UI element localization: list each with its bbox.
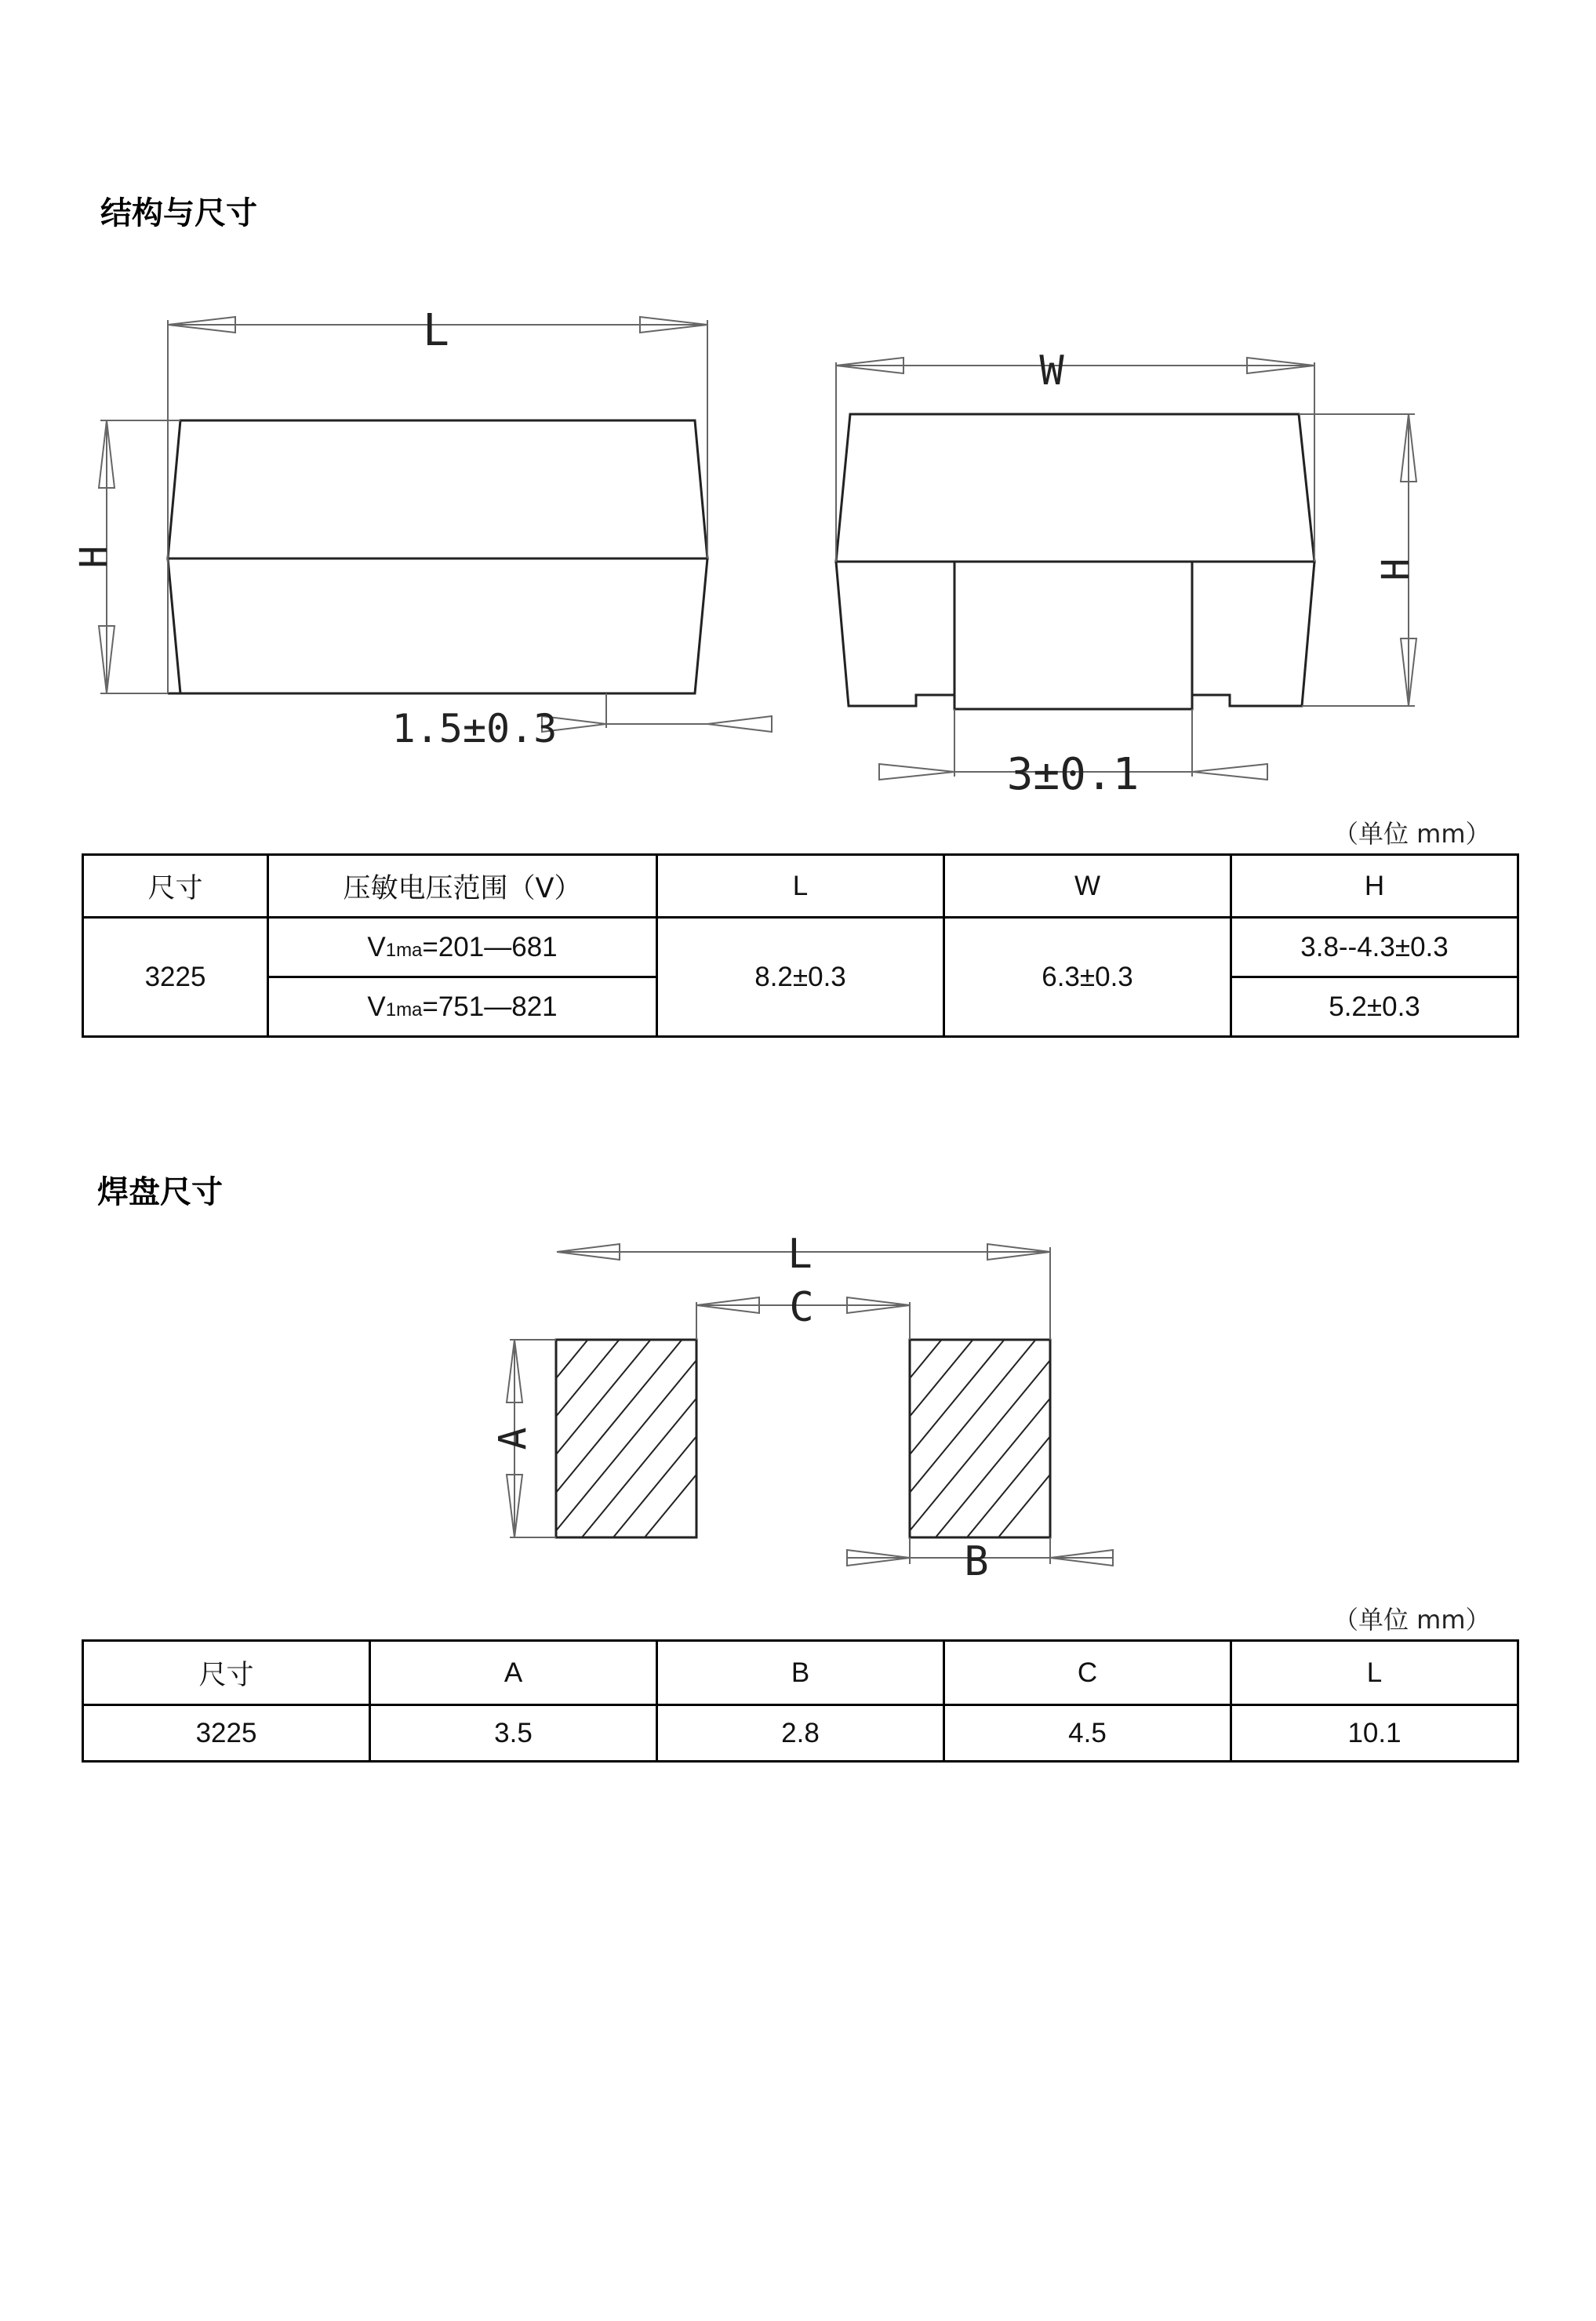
front-height-label: H <box>72 545 116 569</box>
side-height-label: H <box>1374 558 1418 581</box>
front-length-label: L <box>423 305 449 356</box>
side-width-label: W <box>1039 347 1064 395</box>
cell-a: 3.5 <box>370 1705 657 1762</box>
cell-size: 3225 <box>83 918 268 1037</box>
v-prefix: V <box>367 931 386 962</box>
front-terminal-label: 1.5±0.3 <box>391 706 558 751</box>
table-header-row <box>83 1641 1518 1705</box>
cell-size: 3225 <box>83 1705 370 1762</box>
v-subscript: 1ma <box>385 999 423 1020</box>
cell-l: 8.2±0.3 <box>657 918 944 1037</box>
pad-l-label: L <box>787 1231 813 1278</box>
pad-size-heading: 焊盘尺寸 <box>97 1174 223 1210</box>
v-range: =201—681 <box>422 931 558 962</box>
cell-h-2: 5.2±0.3 <box>1231 977 1518 1037</box>
header-a: A <box>370 1641 657 1705</box>
header-w: W <box>944 855 1231 918</box>
header-size: 尺寸 <box>83 855 268 918</box>
header-l: L <box>1231 1641 1518 1705</box>
side-foot-label: 3±0.1 <box>1006 749 1140 800</box>
unit-note-2: （单位 mm） <box>1333 1605 1491 1635</box>
cell-b: 2.8 <box>657 1705 944 1762</box>
unit-note-1: （单位 mm） <box>1333 819 1491 849</box>
header-h: H <box>1231 855 1518 918</box>
header-size: 尺寸 <box>83 1641 370 1705</box>
v-prefix: V <box>367 991 386 1022</box>
cell-c: 4.5 <box>944 1705 1231 1762</box>
cell-h-1: 3.8--4.3±0.3 <box>1231 918 1518 977</box>
cell-w: 6.3±0.3 <box>944 918 1231 1037</box>
pad-b-label: B <box>964 1538 989 1585</box>
header-c: C <box>944 1641 1231 1705</box>
structure-heading: 结构与尺寸 <box>100 195 257 231</box>
header-b: B <box>657 1641 944 1705</box>
cell-l: 10.1 <box>1231 1705 1518 1762</box>
pad-a-label: A <box>491 1427 535 1450</box>
v-subscript: 1ma <box>385 939 423 961</box>
pad-c-label: C <box>789 1284 814 1331</box>
pad-dimension-table <box>82 1639 1519 1763</box>
v-range: =751—821 <box>422 991 558 1022</box>
header-l: L <box>657 855 944 918</box>
table-row <box>83 1705 1518 1762</box>
header-voltage-range: 压敏电压范围（V） <box>268 855 657 918</box>
